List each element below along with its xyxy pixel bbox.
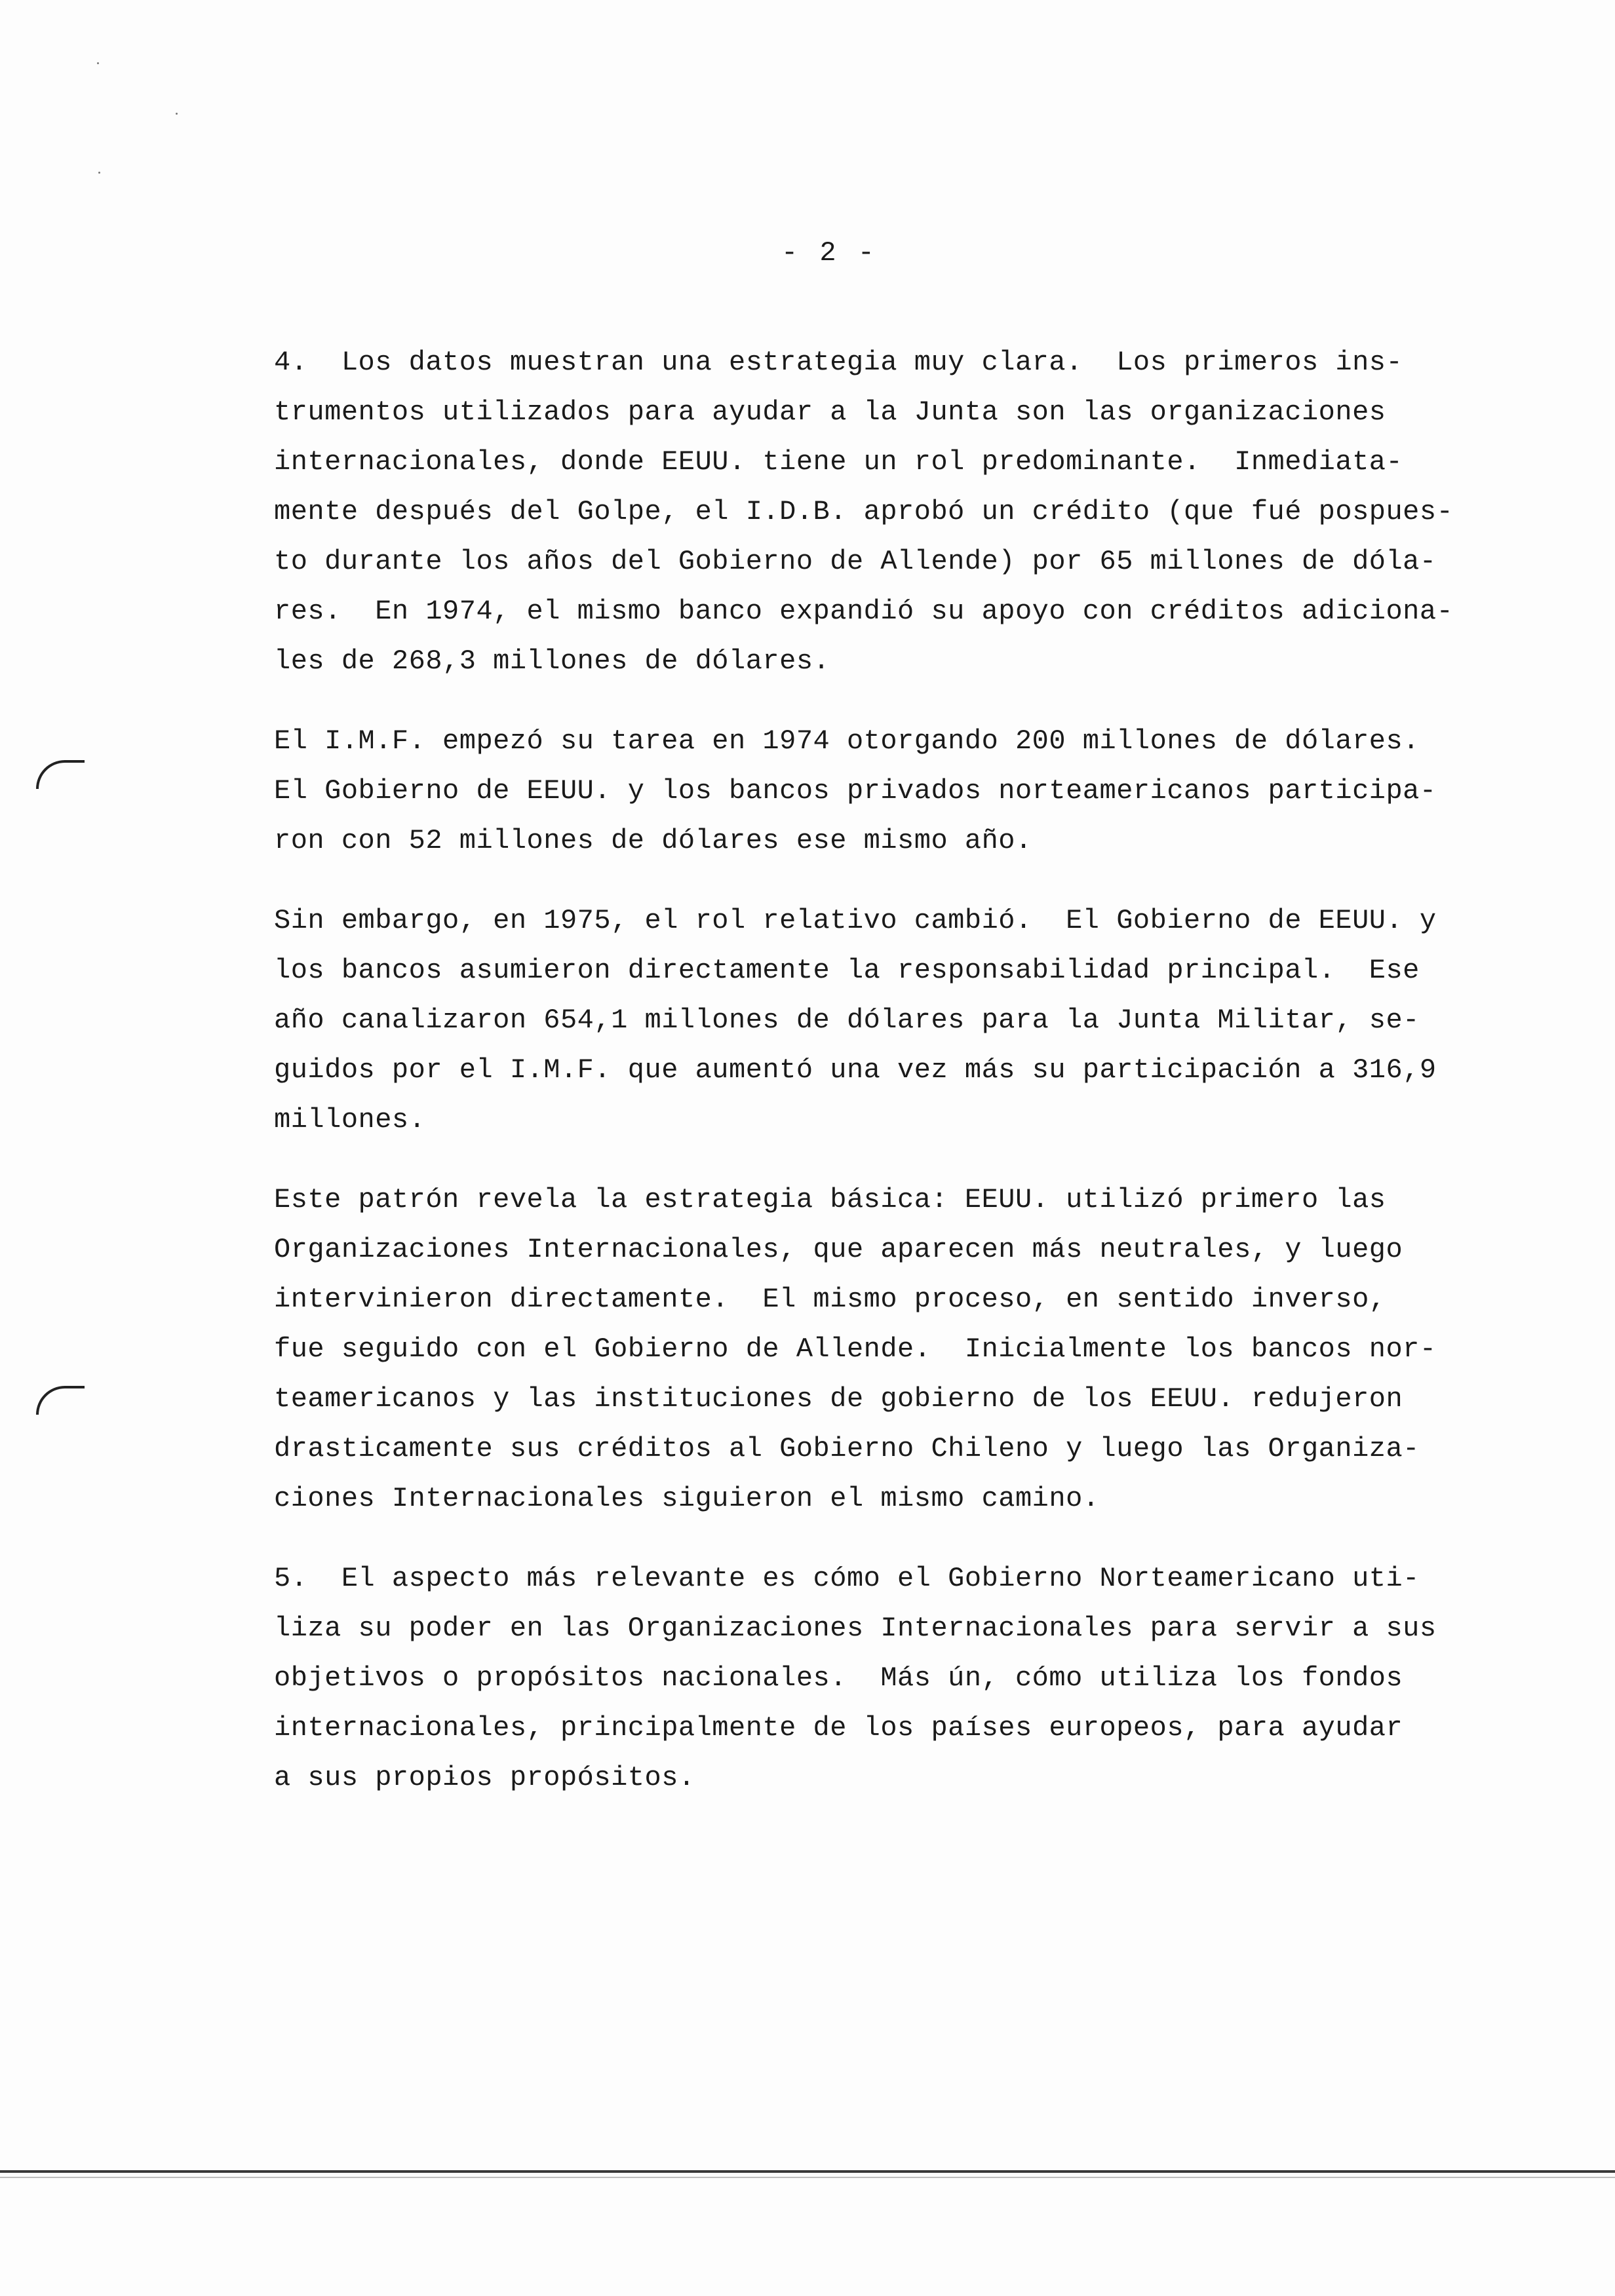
text-line: año canalizaron 654,1 millones de dólares para la Junta Militar, se- — [274, 1004, 1420, 1036]
paragraph-spacer — [274, 1145, 1428, 1175]
text-line: teamericanos y las instituciones de gobierno de los EEUU. redujeron — [274, 1383, 1403, 1415]
bottom-edge-rule — [0, 2170, 1615, 2173]
text-line: internacionales, donde EEUU. tiene un rol predominante. Inmediata- — [274, 446, 1403, 478]
text-line: drasticamente sus créditos al Gobierno Chileno y luego las Organiza- — [274, 1433, 1420, 1464]
text-line: ciones Internacionales siguieron el mismo camino. — [274, 1483, 1100, 1514]
hole-punch-mark — [36, 1386, 85, 1415]
text-line: fue seguido con el Gobierno de Allende. Inicialmente los bancos nor- — [274, 1333, 1437, 1365]
scan-speck — [98, 172, 100, 174]
page-number: - 2 - — [781, 237, 878, 269]
scan-speck — [176, 113, 178, 115]
text-line: Sin embargo, en 1975, el rol relativo cambió. El Gobierno de EEUU. y — [274, 905, 1437, 936]
text-line: internacionales, principalmente de los países europeos, para ayudar — [274, 1712, 1403, 1744]
text-line: guidos por el I.M.F. que aumentó una vez más su participación a 316,9 — [274, 1054, 1437, 1086]
text-line: to durante los años del Gobierno de Allende) por 65 millones de dóla- — [274, 546, 1437, 577]
text-line: Organizaciones Internacionales, que aparecen más neutrales, y luego — [274, 1234, 1403, 1265]
paragraph — [274, 896, 1437, 1145]
text-line: 4. Los datos muestran una estrategia muy clara. Los primeros ins- — [274, 347, 1403, 378]
text-line: los bancos asumieron directamente la responsabilidad principal. Ese — [274, 955, 1420, 986]
paragraph — [274, 1175, 1437, 1523]
hole-punch-mark — [36, 760, 85, 789]
text-line: intervinieron directamente. El mismo proceso, en sentido inverso, — [274, 1284, 1386, 1315]
paragraph — [274, 337, 1454, 686]
text-line: ron con 52 millones de dólares ese mismo año. — [274, 825, 1032, 856]
paragraph-spacer — [274, 866, 1428, 896]
text-line: trumentos utilizados para ayudar a la Junta son las organizaciones — [274, 396, 1386, 428]
text-line: Este patrón revela la estrategia básica: EEUU. utilizó primero las — [274, 1184, 1386, 1215]
text-line: El I.M.F. empezó su tarea en 1974 otorgando 200 millones de dólares. — [274, 725, 1420, 757]
scan-speck — [97, 62, 99, 64]
text-line: liza su poder en las Organizaciones Internacionales para servir a sus — [274, 1613, 1437, 1644]
text-line: res. En 1974, el mismo banco expandió su apoyo con créditos adiciona- — [274, 596, 1454, 627]
text-line: millones. — [274, 1104, 426, 1136]
text-line: 5. El aspecto más relevante es cómo el Gobierno Norteamericano uti- — [274, 1563, 1420, 1594]
text-line: les de 268,3 millones de dólares. — [274, 645, 830, 677]
text-line: a sus propios propósitos. — [274, 1762, 695, 1793]
body-text — [274, 337, 1454, 1803]
paragraph — [274, 716, 1437, 866]
text-line: mente después del Golpe, el I.D.B. aprobó un crédito (que fué pospues- — [274, 496, 1454, 527]
bottom-edge-shadow — [0, 2177, 1615, 2178]
text-line: objetivos o propósitos nacionales. Más ún, cómo utiliza los fondos — [274, 1662, 1403, 1694]
paragraph — [274, 1554, 1437, 1803]
text-line: El Gobierno de EEUU. y los bancos privados norteamericanos participa- — [274, 775, 1437, 807]
paragraph-spacer — [274, 1523, 1428, 1554]
paragraph-spacer — [274, 686, 1428, 716]
